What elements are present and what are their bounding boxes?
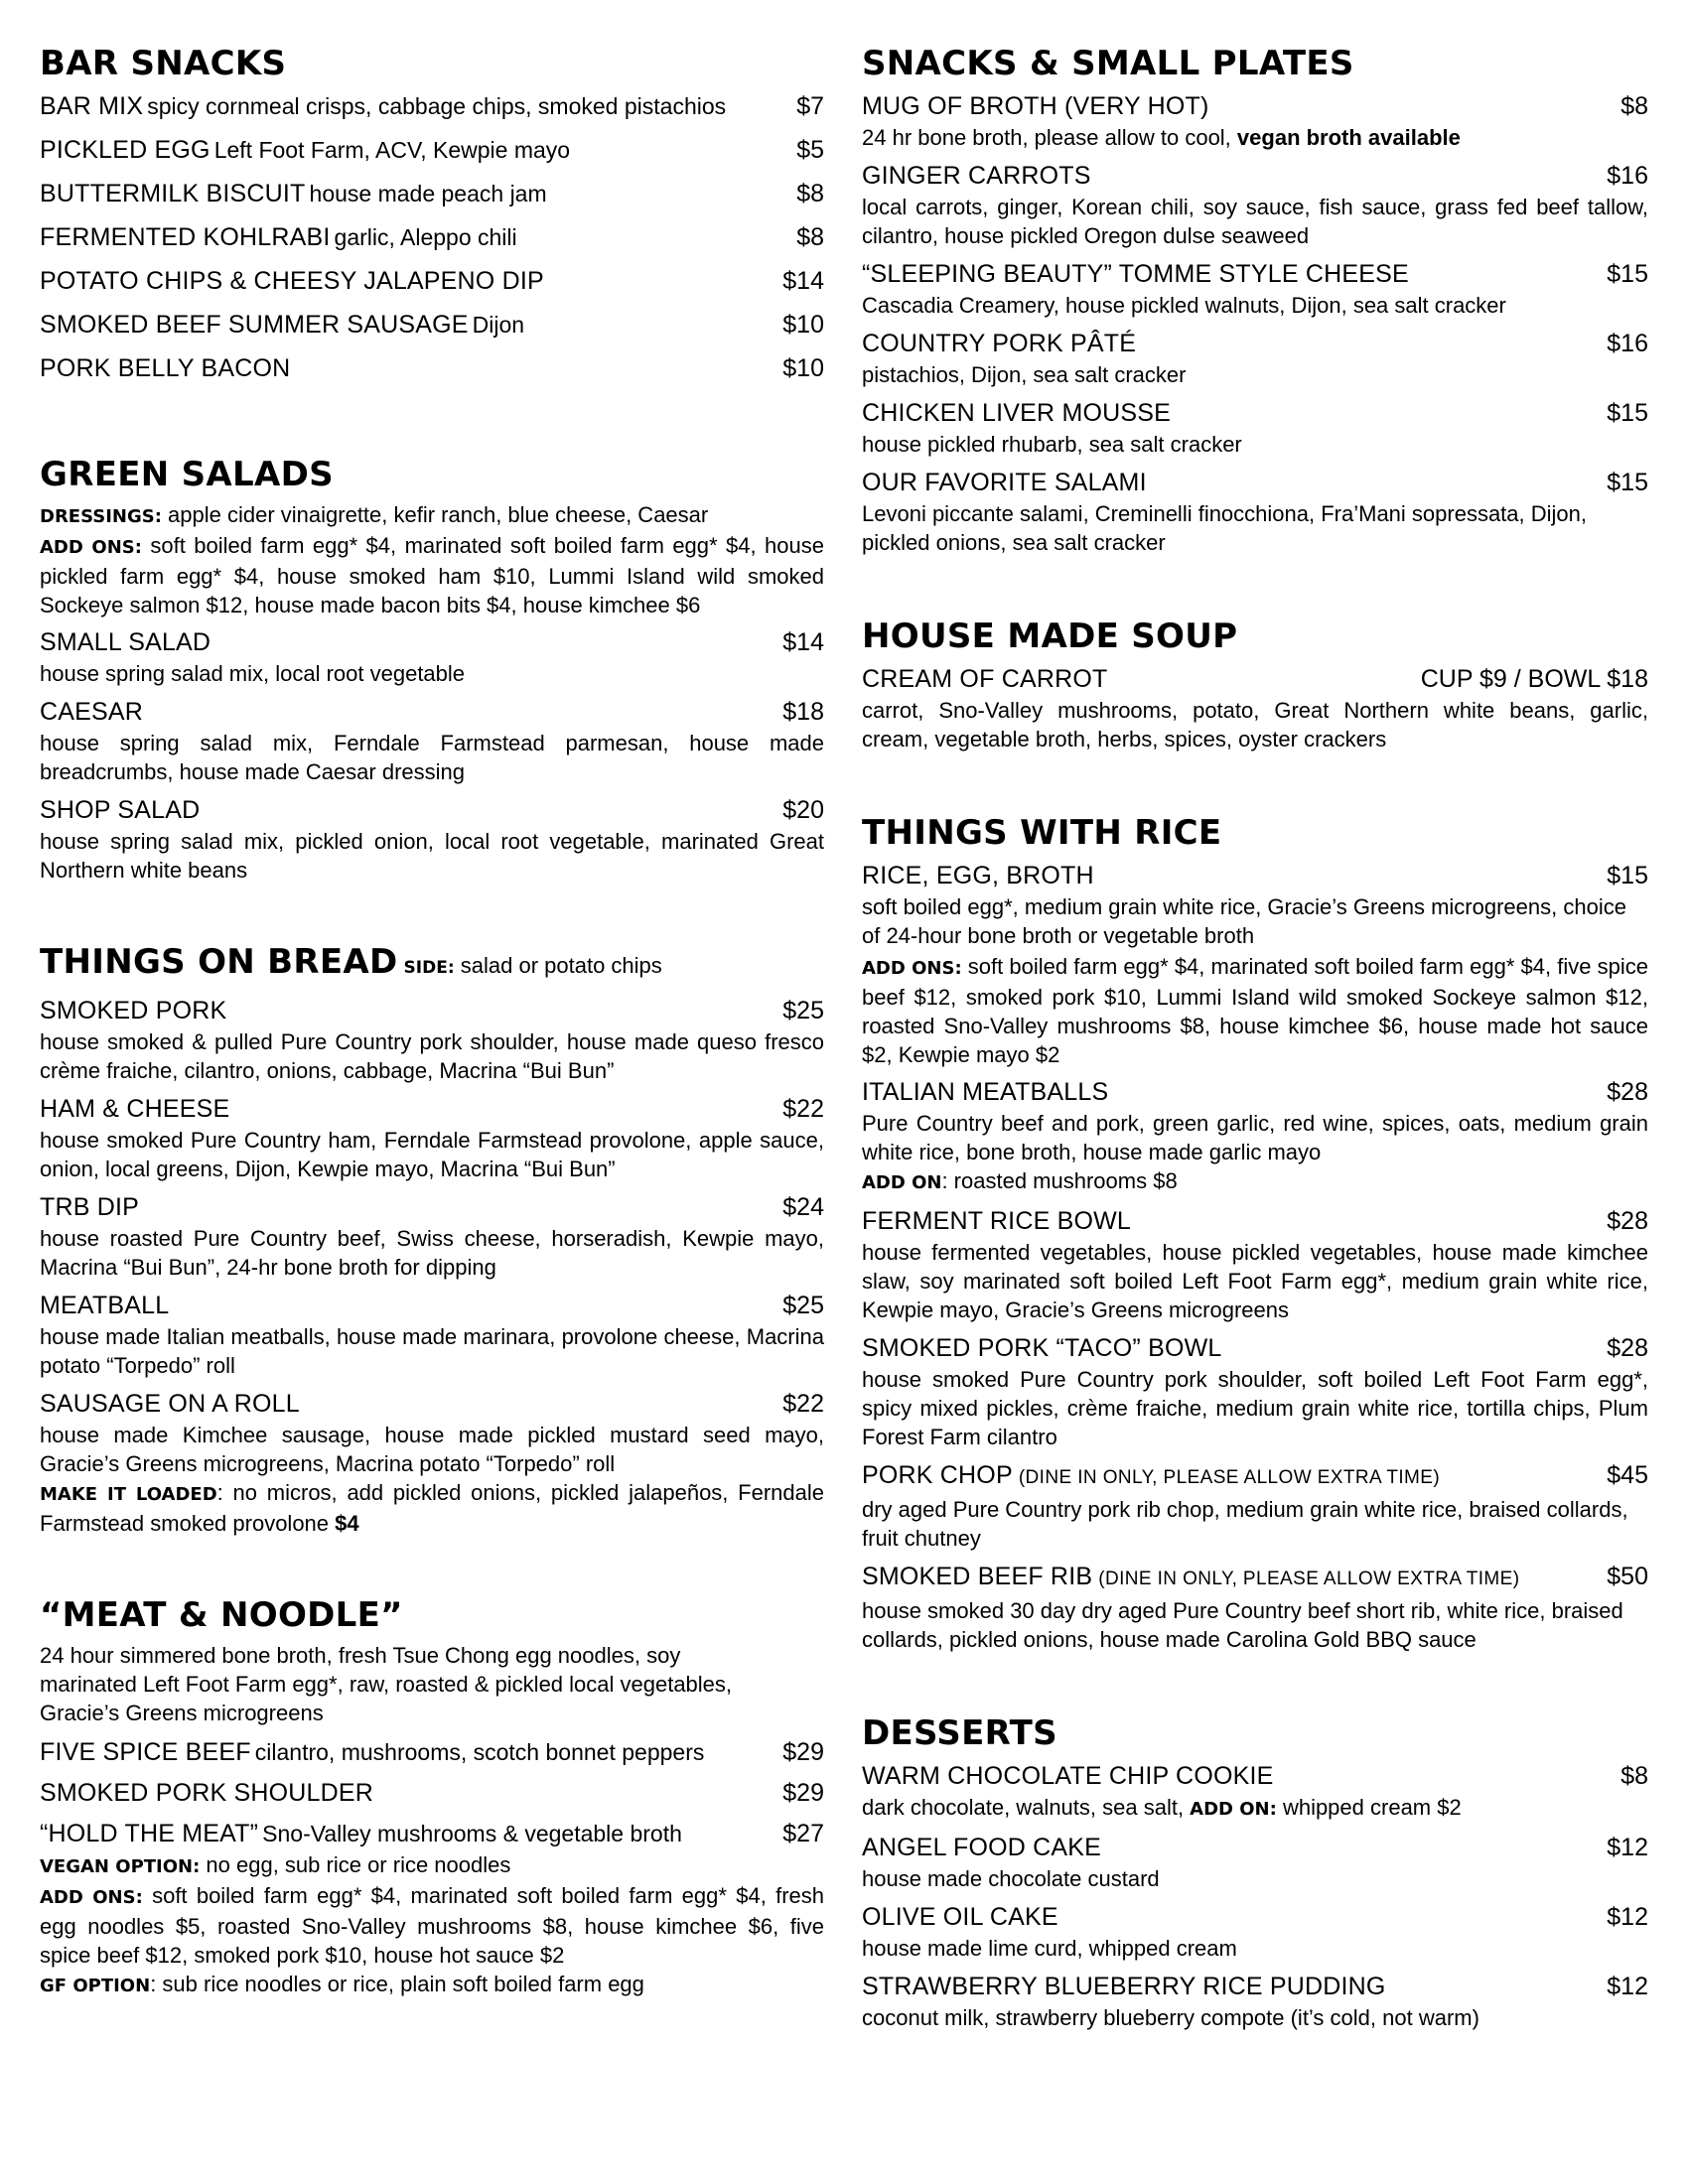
- item-price: $22: [782, 1095, 824, 1123]
- section-title-row: [40, 942, 824, 988]
- menu-item: [862, 327, 1648, 389]
- item-name: BAR MIX: [40, 92, 144, 120]
- menu-item: [40, 1387, 824, 1478]
- item-price: $8: [796, 223, 824, 251]
- dressings-text: apple cider vinaigrette, kefir ranch, blue cheese, Caesar: [161, 502, 709, 527]
- item-name: FERMENTED KOHLRABI: [40, 223, 331, 251]
- vegan-text: no egg, sub rice or rice noodles: [200, 1852, 511, 1877]
- item-name: SMOKED PORK: [40, 997, 227, 1024]
- addon-text: whipped cream $2: [1276, 1795, 1462, 1820]
- item-description: house made Italian meatballs, house made marinara, provolone cheese, Macrina potato “Torpedo” roll: [40, 1324, 824, 1378]
- item-price: $27: [782, 1820, 824, 1847]
- menu-item: [862, 1831, 1648, 1893]
- menu-item: [862, 396, 1648, 459]
- item-name: SMOKED PORK “TACO” BOWL: [862, 1334, 1222, 1362]
- menu-item: [40, 625, 824, 688]
- item-price: $16: [1607, 162, 1648, 190]
- item-name: PICKLED EGG: [40, 136, 211, 164]
- section-bar-snacks: [40, 44, 824, 385]
- item-name: MUG OF BROTH (VERY HOT): [862, 92, 1209, 120]
- item-description: house smoked 30 day dry aged Pure Country beef short rib, white rice, braised collards, pickled onions, house made Carolina Gold BBQ sauce: [862, 1598, 1623, 1652]
- menu-item: [40, 1776, 824, 1810]
- item-description: house made lime curd, whipped cream: [862, 1936, 1237, 1961]
- item-name: CAESAR: [40, 698, 144, 726]
- item-name: PORK CHOP: [862, 1461, 1013, 1489]
- menu-item: [862, 1900, 1648, 1963]
- item-description: house made Kimchee sausage, house made pickled mustard seed mayo, Gracie’s Greens microgreens, Macrina potato “Torpedo” roll: [40, 1423, 824, 1476]
- addons-label: ADD ONS:: [40, 1887, 143, 1908]
- item-name: PORK BELLY BACON: [40, 354, 291, 382]
- menu-item: [40, 1190, 824, 1282]
- menu-item: [862, 89, 1648, 152]
- item-price: $12: [1607, 1834, 1648, 1861]
- side-label: SIDE:: [403, 958, 455, 978]
- item-description: house smoked Pure Country pork shoulder, soft boiled Left Foot Farm egg*, spicy mixed pickles, crème fraiche, medium grain white rice, tortilla chips, Plum Forest Farm cilantro: [862, 1367, 1648, 1449]
- item-description: local carrots, ginger, Korean chili, soy sauce, fish sauce, grass fed beef tallow, cilantro, house pickled Oregon dulse seaweed: [862, 195, 1648, 248]
- menu-item: [862, 257, 1648, 320]
- side-text: salad or potato chips: [454, 953, 662, 978]
- gf-label: GF OPTION: [40, 1976, 151, 1996]
- item-description-text: dark chocolate, walnuts, sea salt,: [862, 1795, 1191, 1820]
- loaded-text: : no micros, add pickled onions, pickled jalapeños, Ferndale Farmstead smoked provolone: [40, 1480, 825, 1536]
- item-inline-desc: spicy cornmeal crisps, cabbage chips, smoked pistachios: [147, 93, 727, 119]
- item-name: COUNTRY PORK PÂTÉ: [862, 330, 1137, 357]
- item-name: MEATBALL: [40, 1292, 170, 1319]
- section-meat-noodle: [40, 1595, 824, 2000]
- right-column: [862, 44, 1648, 2039]
- item-description: carrot, Sno-Valley mushrooms, potato, Great Northern white beans, garlic, cream, vegetable broth, herbs, spices, oyster crackers: [862, 698, 1648, 751]
- left-column: [40, 44, 824, 2006]
- item-price: $18: [782, 698, 824, 726]
- section-intro: 24 hour simmered bone broth, fresh Tsue Chong egg noodles, soy marinated Left Foot Farm egg*, raw, roasted & pickled local vegetables, Gracie’s Greens microgreens: [40, 1643, 733, 1725]
- addon-label: ADD ON:: [1190, 1799, 1277, 1820]
- item-price: $12: [1607, 1973, 1648, 2000]
- section-title: THINGS ON BREAD: [40, 942, 398, 982]
- section-title: THINGS WITH RICE: [862, 813, 1222, 853]
- item-price: $20: [782, 796, 824, 824]
- menu-item: [40, 133, 824, 167]
- section-things-on-bread: [40, 942, 824, 1538]
- item-description: [862, 1793, 1648, 1824]
- loaded-price: $4: [335, 1511, 359, 1536]
- item-price: $45: [1607, 1461, 1648, 1489]
- item-description: coconut milk, strawberry blueberry compote (it’s cold, not warm): [862, 2005, 1479, 2030]
- item-name: FERMENT RICE BOWL: [862, 1207, 1132, 1235]
- item-name: WARM CHOCOLATE CHIP COOKIE: [862, 1762, 1274, 1790]
- item-name: “SLEEPING BEAUTY” TOMME STYLE CHEESE: [862, 260, 1409, 288]
- menu-item: [862, 466, 1648, 557]
- section-green-salads: [40, 455, 824, 885]
- item-description: dry aged Pure Country pork rib chop, medium grain white rice, braised collards, fruit chutney: [862, 1497, 1628, 1551]
- item-price: $14: [782, 628, 824, 656]
- addons-text: soft boiled farm egg* $4, marinated soft boiled farm egg* $4, house pickled farm egg* $4, house smoked ham $10, Lummi Island wild smoked Sockeye salmon $12, house made bacon bits $4, house kimchee $6: [40, 533, 824, 617]
- item-name: RICE, EGG, BROTH: [862, 862, 1094, 889]
- item-price: $16: [1607, 330, 1648, 357]
- item-name: TRB DIP: [40, 1193, 140, 1221]
- item-note: (DINE IN ONLY, PLEASE ALLOW EXTRA TIME): [1018, 1467, 1441, 1488]
- menu-item: [862, 1759, 1648, 1824]
- item-name: BUTTERMILK BISCUIT: [40, 180, 306, 207]
- item-name: CHICKEN LIVER MOUSSE: [862, 399, 1172, 427]
- addon-note: [862, 1166, 1648, 1197]
- item-price: $10: [782, 354, 824, 382]
- item-price: $5: [796, 136, 824, 164]
- addons-label: ADD ONS:: [40, 537, 142, 558]
- item-inline-desc: garlic, Aleppo chili: [334, 224, 517, 250]
- section-desserts: [862, 1713, 1648, 2032]
- item-name: SMALL SALAD: [40, 628, 211, 656]
- item-price: $14: [782, 267, 824, 295]
- addon-label: ADD ON: [862, 1172, 942, 1193]
- item-inline-desc: house made peach jam: [309, 181, 547, 206]
- item-inline-desc: Dijon: [472, 312, 525, 338]
- addons-note: [862, 952, 1648, 1069]
- section-title: GREEN SALADS: [40, 455, 334, 494]
- menu-item: [40, 220, 824, 254]
- item-price: $15: [1607, 399, 1648, 427]
- menu-item: [40, 994, 824, 1085]
- item-name: HAM & CHEESE: [40, 1095, 230, 1123]
- item-description: house spring salad mix, local root vegetable: [40, 661, 466, 686]
- addons-note: [40, 1881, 824, 1970]
- item-description: house spring salad mix, pickled onion, local root vegetable, marinated Great Northern white beans: [40, 829, 824, 883]
- item-price: $8: [1620, 92, 1648, 120]
- make-it-loaded-note: [40, 1478, 824, 1538]
- addon-text: : roasted mushrooms $8: [941, 1168, 1178, 1193]
- item-inline-desc: Sno-Valley mushrooms & vegetable broth: [262, 1821, 682, 1846]
- item-description-text: 24 hr bone broth, please allow to cool,: [862, 125, 1237, 150]
- item-description: house smoked Pure Country ham, Ferndale Farmstead provolone, apple sauce, onion, local greens, Dijon, Kewpie mayo, Macrina “Bui Bun”: [40, 1128, 824, 1181]
- item-price: $7: [796, 92, 824, 120]
- item-price: $29: [782, 1779, 824, 1807]
- addons-text: soft boiled farm egg* $4, marinated soft boiled farm egg* $4, fresh egg noodles $5, roasted Sno-Valley mushrooms $8, house kimchee $6, five spice beef $12, smoked pork $10, house hot sauce $2: [40, 1883, 825, 1968]
- menu-item: [40, 308, 824, 341]
- section-title: BAR SNACKS: [40, 44, 287, 83]
- side-note: [404, 953, 662, 978]
- item-name: OLIVE OIL CAKE: [862, 1903, 1058, 1931]
- item-price: $10: [782, 311, 824, 339]
- menu-item: [40, 1289, 824, 1380]
- menu-item: [862, 1970, 1648, 2032]
- menu-item: [40, 264, 824, 298]
- item-description: house pickled rhubarb, sea salt cracker: [862, 432, 1242, 457]
- menu-item: [40, 1817, 824, 1850]
- section-title: DESSERTS: [862, 1713, 1057, 1753]
- item-name: STRAWBERRY BLUEBERRY RICE PUDDING: [862, 1973, 1386, 2000]
- item-name: SHOP SALAD: [40, 796, 201, 824]
- item-price: $22: [782, 1390, 824, 1418]
- item-price: $28: [1607, 1334, 1648, 1362]
- item-description: Levoni piccante salami, Creminelli finocchiona, Fra’Mani sopressata, Dijon, pickled onions, sea salt cracker: [862, 501, 1587, 555]
- item-description: soft boiled egg*, medium grain white rice, Gracie’s Greens microgreens, choice of 24-hour bone broth or vegetable broth: [862, 894, 1626, 948]
- item-name: ITALIAN MEATBALLS: [862, 1078, 1109, 1106]
- item-description: house smoked & pulled Pure Country pork shoulder, house made queso fresco crème fraiche, cilantro, onions, cabbage, Macrina “Bui Bun”: [40, 1029, 824, 1083]
- dressings-note: [40, 500, 824, 531]
- menu-item: [40, 695, 824, 786]
- item-name: SMOKED BEEF SUMMER SAUSAGE: [40, 311, 469, 339]
- item-price: $29: [782, 1738, 824, 1766]
- menu-item: [862, 159, 1648, 250]
- section-snacks-small-plates: [862, 44, 1648, 557]
- menu-item: [862, 859, 1648, 950]
- menu-item: [862, 1560, 1648, 1654]
- addons-note: [40, 531, 824, 619]
- menu-item: [40, 89, 824, 123]
- item-price: CUP $9 / BOWL $18: [1420, 665, 1648, 693]
- item-price: $8: [1620, 1762, 1648, 1790]
- vegan-option-note: [40, 1850, 824, 1881]
- loaded-label: MAKE IT LOADED: [40, 1484, 217, 1505]
- item-name: POTATO CHIPS & CHEESY JALAPENO DIP: [40, 267, 544, 295]
- item-name: ANGEL FOOD CAKE: [862, 1834, 1102, 1861]
- item-price: $24: [782, 1193, 824, 1221]
- gf-option-note: [40, 1970, 824, 2000]
- dressings-label: DRESSINGS:: [40, 506, 162, 527]
- menu-item: [862, 1331, 1648, 1451]
- item-inline-desc: Left Foot Farm, ACV, Kewpie mayo: [213, 137, 571, 163]
- item-description: house made chocolate custard: [862, 1866, 1160, 1891]
- item-name: SMOKED PORK SHOULDER: [40, 1779, 374, 1807]
- menu-item: [40, 1092, 824, 1183]
- section-title: SNACKS & SMALL PLATES: [862, 44, 1354, 83]
- section-title: HOUSE MADE SOUP: [862, 616, 1238, 656]
- menu-item: [862, 1204, 1648, 1324]
- addons-text: soft boiled farm egg* $4, marinated soft boiled farm egg* $4, five spice beef $12, smoked pork $10, Lummi Island wild smoked Sockeye salmon $12, roasted Sno-Valley mushrooms $8, house kimchee $6, house made hot sauce $2, Kewpie mayo $2: [862, 954, 1649, 1067]
- addons-label: ADD ONS:: [862, 958, 962, 979]
- menu-item: [862, 662, 1648, 753]
- item-description: pistachios, Dijon, sea salt cracker: [862, 362, 1187, 387]
- item-name: “HOLD THE MEAT”: [40, 1820, 259, 1847]
- vegan-broth-note: vegan broth available: [1236, 125, 1461, 150]
- item-name: CREAM OF CARROT: [862, 665, 1108, 693]
- menu-item: [40, 177, 824, 210]
- menu-item: [40, 1735, 824, 1769]
- item-description: Pure Country beef and pork, green garlic, red wine, spices, oats, medium grain white rice, bone broth, house made garlic mayo: [862, 1111, 1648, 1164]
- section-things-with-rice: [862, 813, 1648, 1654]
- menu-item: [40, 793, 824, 885]
- menu-item: [40, 351, 824, 385]
- item-price: $12: [1607, 1903, 1648, 1931]
- item-price: $8: [796, 180, 824, 207]
- item-name: FIVE SPICE BEEF: [40, 1738, 251, 1766]
- item-name: SMOKED BEEF RIB: [862, 1563, 1093, 1590]
- item-name: OUR FAVORITE SALAMI: [862, 469, 1147, 496]
- item-price: $25: [782, 1292, 824, 1319]
- item-price: $25: [782, 997, 824, 1024]
- item-description: house roasted Pure Country beef, Swiss cheese, horseradish, Kewpie mayo, Macrina “Bui Bun”, 24-hr bone broth for dipping: [40, 1226, 824, 1280]
- gf-text: : sub rice noodles or rice, plain soft boiled farm egg: [150, 1972, 644, 1996]
- item-name: SAUSAGE ON A ROLL: [40, 1390, 300, 1418]
- section-house-made-soup: [862, 616, 1648, 753]
- vegan-label: VEGAN OPTION:: [40, 1856, 201, 1877]
- item-price: $15: [1607, 862, 1648, 889]
- item-price: $15: [1607, 469, 1648, 496]
- section-title: “MEAT & NOODLE”: [40, 1595, 403, 1635]
- item-inline-desc: cilantro, mushrooms, scotch bonnet peppers: [254, 1739, 705, 1765]
- menu-item: [862, 1075, 1648, 1197]
- item-description: [862, 123, 1648, 152]
- item-note: (DINE IN ONLY, PLEASE ALLOW EXTRA TIME): [1098, 1569, 1520, 1589]
- item-description: house fermented vegetables, house pickled vegetables, house made kimchee slaw, soy marinated soft boiled Left Foot Farm egg*, medium grain white rice, Kewpie mayo, Gracie’s Greens microgreens: [862, 1240, 1648, 1322]
- item-name: GINGER CARROTS: [862, 162, 1091, 190]
- item-description: house spring salad mix, Ferndale Farmstead parmesan, house made breadcrumbs, house made Caesar dressing: [40, 731, 824, 784]
- item-price: $15: [1607, 260, 1648, 288]
- item-price: $28: [1607, 1078, 1648, 1106]
- item-description: Cascadia Creamery, house pickled walnuts, Dijon, sea salt cracker: [862, 293, 1506, 318]
- item-price: $28: [1607, 1207, 1648, 1235]
- menu-item: [862, 1458, 1648, 1553]
- item-price: $50: [1607, 1563, 1648, 1590]
